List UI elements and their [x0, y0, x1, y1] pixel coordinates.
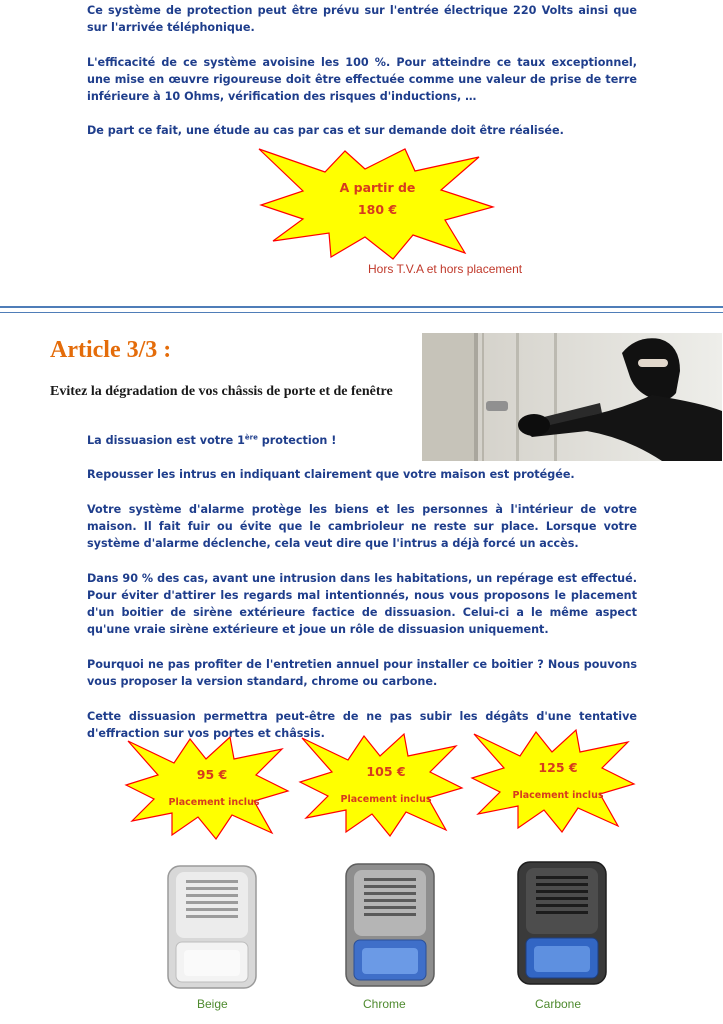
product-label-carbone: Placement inclus [512, 790, 604, 801]
article-paragraph-2: Repousser les intrus en indiquant clairement que votre maison est protégée. [87, 468, 575, 481]
article-paragraph-1: La dissuasion est votre 1ère protection ! [87, 433, 337, 447]
product-name-chrome: Chrome [363, 997, 406, 1011]
product-name-beige: Beige [197, 997, 228, 1011]
star-burst-icon [296, 732, 466, 837]
product-star-beige [122, 735, 292, 840]
article-paragraph-3: Votre système d'alarme protège les biens et les personnes à l'intérieur de votre maison. Il fait fuir ou évite que le cambrioleur ne reste sur place. Lorsque votre système d'alarme déclenche, cela veut dire que l'intrus a déjà forcé un accès. [87, 503, 637, 550]
intro-paragraph-2: L'efficacité de ce système avoisine les 100 %. Pour atteindre ce taux exceptionnel, une mise en œuvre rigoureuse doit être effectuée comme une valeur de prise de terre inférieure à 10 Ohms, vérification des risques d'inductions, … [87, 56, 637, 103]
article-paragraph-6: Cette dissuasion permettra peut-être de ne pas subir les dégâts d'une tentative d'effraction sur vos portes et châssis. [87, 710, 637, 740]
star-burst-icon [122, 735, 292, 840]
product-price-carbone: 125 € [538, 760, 578, 775]
article-subtitle: Evitez la dégradation de vos châssis de porte et de fenêtre [50, 384, 393, 399]
article-paragraph-5: Pourquoi ne pas profiter de l'entretien annuel pour installer ce boitier ? Nous pouvons vous proposer la version standard, chrome ou carbone. [87, 658, 637, 688]
section-divider [0, 306, 723, 308]
product-name-carbone: Carbone [535, 997, 582, 1011]
article-paragraph-4: Dans 90 % des cas, avant une intrusion dans les habitations, un repérage est effectué. Pour éviter d'attirer les regards mal intentionnés, nous vous proposons le placement d'un boitier de sirène extérieure factice de dissuasion. Celui-ci a le même aspect qu'une vraie sirène extérieure et joue un rôle de dissuasion uniquement. [87, 572, 637, 636]
product-price-beige: 95 € [196, 767, 228, 782]
price-note: Hors T.V.A et hors placement [368, 262, 523, 276]
intro-paragraph-1: Ce système de protection peut être prévu sur l'entrée électrique 220 Volts ainsi que sur l'arrivée téléphonique. [87, 4, 637, 34]
siren-box-image-carbone [512, 858, 612, 988]
star-burst-icon [468, 728, 638, 833]
product-label-beige: Placement inclus [168, 797, 260, 808]
section-divider-thin [0, 312, 723, 313]
siren-box-image-chrome [340, 860, 440, 990]
article-title: Article 3/3 : [50, 337, 172, 363]
price-main-line2: 180 € [357, 202, 398, 217]
product-label-chrome: Placement inclus [340, 794, 432, 805]
product-price-chrome: 105 € [366, 764, 406, 779]
price-star-main [255, 145, 500, 263]
price-main-line1: A partir de [339, 180, 416, 195]
product-star-carbone [468, 728, 638, 833]
product-star-chrome [296, 732, 466, 837]
intro-paragraph-3: De part ce fait, une étude au cas par cas et sur demande doit être réalisée. [87, 124, 564, 137]
siren-box-image-beige [162, 862, 262, 992]
